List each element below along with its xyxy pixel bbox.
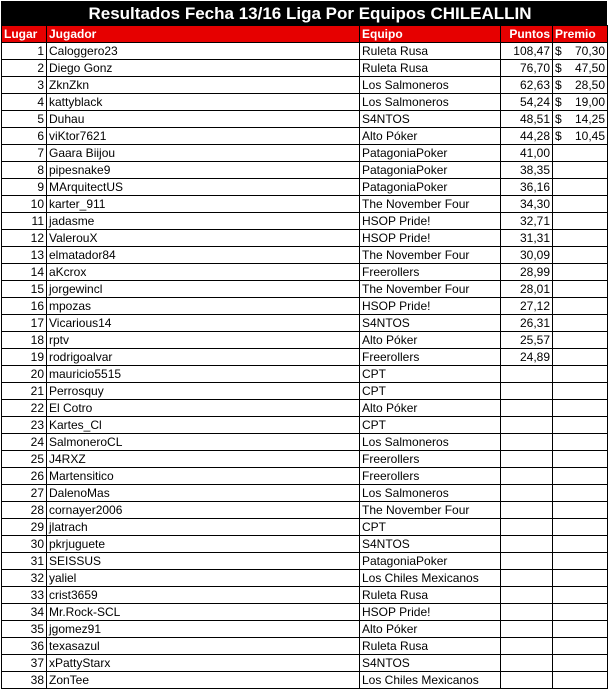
cell-jugador: SEISSUS (47, 553, 360, 570)
cell-equipo: S4NTOS (360, 315, 501, 332)
cell-jugador: ValerouX (47, 230, 360, 247)
cell-jugador: mpozas (47, 298, 360, 315)
cell-equipo: Los Chiles Mexicanos (360, 570, 501, 587)
cell-premio (553, 43, 608, 60)
cell-puntos: 34,30 (501, 196, 553, 213)
cell-premio (553, 264, 608, 281)
cell-lugar: 2 (2, 60, 47, 77)
prize-amount: 70,30 (574, 44, 605, 58)
cell-equipo: CPT (360, 366, 501, 383)
cell-lugar: 25 (2, 451, 47, 468)
cell-lugar: 8 (2, 162, 47, 179)
cell-equipo: S4NTOS (360, 536, 501, 553)
cell-puntos: 108,47 (501, 43, 553, 60)
cell-equipo: Alto Póker (360, 332, 501, 349)
cell-jugador: jlatrach (47, 519, 360, 536)
cell-puntos: 28,01 (501, 281, 553, 298)
table-row (2, 587, 608, 604)
cell-jugador: Gaara Biijou (47, 145, 360, 162)
cell-jugador: cornayer2006 (47, 502, 360, 519)
cell-lugar: 34 (2, 604, 47, 621)
cell-puntos (501, 553, 553, 570)
cell-equipo: Alto Póker (360, 400, 501, 417)
cell-lugar: 28 (2, 502, 47, 519)
cell-premio (553, 655, 608, 672)
cell-puntos (501, 604, 553, 621)
cell-equipo: Freerollers (360, 468, 501, 485)
cell-jugador: Caloggero23 (47, 43, 360, 60)
cell-puntos: 32,71 (501, 213, 553, 230)
cell-equipo: HSOP Pride! (360, 213, 501, 230)
table-row (2, 553, 608, 570)
cell-equipo: Freerollers (360, 451, 501, 468)
cell-puntos (501, 638, 553, 655)
cell-premio (553, 196, 608, 213)
cell-lugar: 30 (2, 536, 47, 553)
header-jugador: Jugador (47, 26, 360, 43)
cell-lugar: 29 (2, 519, 47, 536)
cell-premio (553, 366, 608, 383)
cell-premio (553, 145, 608, 162)
cell-lugar: 22 (2, 400, 47, 417)
currency-symbol: $ (555, 44, 562, 58)
cell-jugador: texasazul (47, 638, 360, 655)
cell-jugador: J4RXZ (47, 451, 360, 468)
table-row (2, 315, 608, 332)
cell-equipo: PatagoniaPoker (360, 145, 501, 162)
cell-premio (553, 162, 608, 179)
cell-premio (553, 60, 608, 77)
cell-puntos (501, 536, 553, 553)
cell-lugar: 6 (2, 128, 47, 145)
cell-premio (553, 179, 608, 196)
cell-premio (553, 400, 608, 417)
cell-equipo: CPT (360, 417, 501, 434)
cell-jugador: viKtor7621 (47, 128, 360, 145)
cell-jugador: aKcrox (47, 264, 360, 281)
cell-puntos (501, 400, 553, 417)
table-row (2, 179, 608, 196)
table-row (2, 196, 608, 213)
table-row (2, 638, 608, 655)
cell-equipo: S4NTOS (360, 655, 501, 672)
cell-jugador: elmatador84 (47, 247, 360, 264)
cell-lugar: 37 (2, 655, 47, 672)
cell-premio (553, 128, 608, 145)
cell-premio (553, 417, 608, 434)
cell-lugar: 17 (2, 315, 47, 332)
cell-equipo: CPT (360, 383, 501, 400)
cell-premio (553, 332, 608, 349)
table-row (2, 43, 608, 60)
cell-puntos: 41,00 (501, 145, 553, 162)
cell-premio (553, 383, 608, 400)
cell-jugador: Mr.Rock-SCL (47, 604, 360, 621)
cell-puntos: 76,70 (501, 60, 553, 77)
cell-equipo: Ruleta Rusa (360, 587, 501, 604)
cell-premio (553, 230, 608, 247)
cell-premio (553, 281, 608, 298)
cell-lugar: 33 (2, 587, 47, 604)
cell-premio (553, 604, 608, 621)
cell-jugador: El Cotro (47, 400, 360, 417)
table-row (2, 332, 608, 349)
cell-jugador: Duhau (47, 111, 360, 128)
table-row (2, 94, 608, 111)
sheet-title: Resultados Fecha 13/16 Liga Por Equipos CHILEALLIN (1, 1, 607, 25)
cell-jugador: rptv (47, 332, 360, 349)
cell-jugador: crist3659 (47, 587, 360, 604)
cell-equipo: Alto Póker (360, 621, 501, 638)
cell-premio (553, 519, 608, 536)
table-row (2, 128, 608, 145)
cell-puntos (501, 655, 553, 672)
table-row (2, 621, 608, 638)
cell-puntos (501, 451, 553, 468)
table-row (2, 485, 608, 502)
cell-equipo: Ruleta Rusa (360, 43, 501, 60)
table-row (2, 298, 608, 315)
table-row (2, 502, 608, 519)
cell-premio (553, 315, 608, 332)
cell-equipo: Ruleta Rusa (360, 60, 501, 77)
cell-premio (553, 349, 608, 366)
cell-puntos (501, 485, 553, 502)
results-table (1, 25, 608, 689)
table-row (2, 672, 608, 689)
cell-premio (553, 672, 608, 689)
cell-puntos: 36,16 (501, 179, 553, 196)
cell-jugador: yaliel (47, 570, 360, 587)
cell-lugar: 5 (2, 111, 47, 128)
results-sheet (1, 1, 607, 689)
cell-premio (553, 485, 608, 502)
cell-equipo: Freerollers (360, 264, 501, 281)
prize-amount: 28,50 (574, 78, 605, 92)
cell-puntos (501, 417, 553, 434)
header-row (2, 26, 608, 43)
cell-lugar: 23 (2, 417, 47, 434)
cell-equipo: PatagoniaPoker (360, 553, 501, 570)
cell-jugador: SalmoneroCL (47, 434, 360, 451)
table-row (2, 655, 608, 672)
cell-jugador: Martensitico (47, 468, 360, 485)
cell-equipo: HSOP Pride! (360, 230, 501, 247)
header-equipo: Equipo (360, 26, 501, 43)
cell-premio (553, 621, 608, 638)
cell-jugador: ZknZkn (47, 77, 360, 94)
cell-equipo: HSOP Pride! (360, 298, 501, 315)
cell-lugar: 20 (2, 366, 47, 383)
cell-jugador: pipesnake9 (47, 162, 360, 179)
cell-jugador: ZonTee (47, 672, 360, 689)
currency-symbol: $ (555, 129, 562, 143)
cell-jugador: jgomez91 (47, 621, 360, 638)
currency-symbol: $ (555, 61, 562, 75)
table-row (2, 519, 608, 536)
cell-jugador: Diego Gonz (47, 60, 360, 77)
table-row (2, 570, 608, 587)
cell-lugar: 24 (2, 434, 47, 451)
header-premio: Premio (553, 26, 608, 43)
table-row (2, 383, 608, 400)
cell-puntos (501, 366, 553, 383)
cell-puntos: 26,31 (501, 315, 553, 332)
cell-puntos (501, 519, 553, 536)
table-row (2, 451, 608, 468)
cell-equipo: The November Four (360, 281, 501, 298)
table-row (2, 111, 608, 128)
cell-lugar: 32 (2, 570, 47, 587)
cell-lugar: 11 (2, 213, 47, 230)
table-row (2, 536, 608, 553)
cell-jugador: jorgewincl (47, 281, 360, 298)
cell-equipo: The November Four (360, 247, 501, 264)
cell-lugar: 21 (2, 383, 47, 400)
table-row (2, 213, 608, 230)
cell-premio (553, 570, 608, 587)
table-row (2, 60, 608, 77)
table-row (2, 264, 608, 281)
cell-premio (553, 298, 608, 315)
cell-equipo: Freerollers (360, 349, 501, 366)
cell-lugar: 38 (2, 672, 47, 689)
cell-puntos: 30,09 (501, 247, 553, 264)
cell-jugador: mauricio5515 (47, 366, 360, 383)
cell-jugador: pkrjuguete (47, 536, 360, 553)
cell-lugar: 14 (2, 264, 47, 281)
cell-puntos: 28,99 (501, 264, 553, 281)
cell-lugar: 4 (2, 94, 47, 111)
cell-premio (553, 77, 608, 94)
cell-lugar: 16 (2, 298, 47, 315)
cell-puntos: 54,24 (501, 94, 553, 111)
prize-amount: 47,50 (574, 61, 605, 75)
cell-lugar: 10 (2, 196, 47, 213)
table-row (2, 162, 608, 179)
cell-puntos (501, 383, 553, 400)
cell-equipo: PatagoniaPoker (360, 162, 501, 179)
cell-jugador: xPattyStarx (47, 655, 360, 672)
results-body (2, 43, 608, 689)
cell-equipo: Los Salmoneros (360, 434, 501, 451)
cell-premio (553, 536, 608, 553)
header-puntos: Puntos (501, 26, 553, 43)
cell-premio (553, 468, 608, 485)
table-row (2, 145, 608, 162)
cell-puntos: 38,35 (501, 162, 553, 179)
table-row (2, 434, 608, 451)
cell-equipo: Los Salmoneros (360, 94, 501, 111)
cell-equipo: Los Chiles Mexicanos (360, 672, 501, 689)
cell-equipo: Ruleta Rusa (360, 638, 501, 655)
cell-jugador: MArquitectUS (47, 179, 360, 196)
cell-puntos: 25,57 (501, 332, 553, 349)
cell-puntos (501, 468, 553, 485)
cell-lugar: 35 (2, 621, 47, 638)
cell-equipo: Alto Póker (360, 128, 501, 145)
prize-amount: 14,25 (574, 112, 605, 126)
table-row (2, 230, 608, 247)
cell-jugador: karter_911 (47, 196, 360, 213)
cell-jugador: Vicarious14 (47, 315, 360, 332)
table-row (2, 400, 608, 417)
cell-lugar: 7 (2, 145, 47, 162)
cell-lugar: 12 (2, 230, 47, 247)
cell-puntos: 48,51 (501, 111, 553, 128)
table-row (2, 247, 608, 264)
cell-lugar: 1 (2, 43, 47, 60)
cell-equipo: Los Salmoneros (360, 77, 501, 94)
prize-amount: 10,45 (574, 129, 605, 143)
cell-lugar: 3 (2, 77, 47, 94)
cell-equipo: Los Salmoneros (360, 485, 501, 502)
cell-equipo: The November Four (360, 502, 501, 519)
cell-jugador: Kartes_Cl (47, 417, 360, 434)
cell-equipo: CPT (360, 519, 501, 536)
cell-lugar: 19 (2, 349, 47, 366)
cell-puntos: 24,89 (501, 349, 553, 366)
cell-lugar: 27 (2, 485, 47, 502)
cell-lugar: 31 (2, 553, 47, 570)
currency-symbol: $ (555, 112, 562, 126)
cell-lugar: 15 (2, 281, 47, 298)
cell-equipo: HSOP Pride! (360, 604, 501, 621)
table-row (2, 417, 608, 434)
cell-premio (553, 111, 608, 128)
cell-premio (553, 94, 608, 111)
prize-amount: 19,00 (574, 95, 605, 109)
cell-puntos (501, 587, 553, 604)
cell-puntos (501, 434, 553, 451)
cell-premio (553, 434, 608, 451)
cell-equipo: PatagoniaPoker (360, 179, 501, 196)
cell-jugador: kattyblack (47, 94, 360, 111)
table-row (2, 281, 608, 298)
table-row (2, 366, 608, 383)
table-row (2, 349, 608, 366)
cell-equipo: The November Four (360, 196, 501, 213)
cell-premio (553, 451, 608, 468)
cell-lugar: 13 (2, 247, 47, 264)
cell-jugador: rodrigoalvar (47, 349, 360, 366)
cell-equipo: S4NTOS (360, 111, 501, 128)
currency-symbol: $ (555, 95, 562, 109)
cell-premio (553, 638, 608, 655)
table-row (2, 77, 608, 94)
table-row (2, 468, 608, 485)
cell-puntos: 62,63 (501, 77, 553, 94)
cell-premio (553, 587, 608, 604)
cell-puntos (501, 502, 553, 519)
cell-premio (553, 502, 608, 519)
cell-lugar: 9 (2, 179, 47, 196)
cell-puntos: 27,12 (501, 298, 553, 315)
cell-lugar: 36 (2, 638, 47, 655)
cell-puntos (501, 570, 553, 587)
cell-puntos: 44,28 (501, 128, 553, 145)
header-lugar: Lugar (2, 26, 47, 43)
cell-puntos (501, 621, 553, 638)
cell-premio (553, 213, 608, 230)
cell-premio (553, 247, 608, 264)
cell-jugador: Perrosquy (47, 383, 360, 400)
cell-premio (553, 553, 608, 570)
table-row (2, 604, 608, 621)
cell-puntos: 31,31 (501, 230, 553, 247)
cell-lugar: 26 (2, 468, 47, 485)
cell-lugar: 18 (2, 332, 47, 349)
cell-jugador: jadasme (47, 213, 360, 230)
currency-symbol: $ (555, 78, 562, 92)
cell-jugador: DalenoMas (47, 485, 360, 502)
cell-puntos (501, 672, 553, 689)
